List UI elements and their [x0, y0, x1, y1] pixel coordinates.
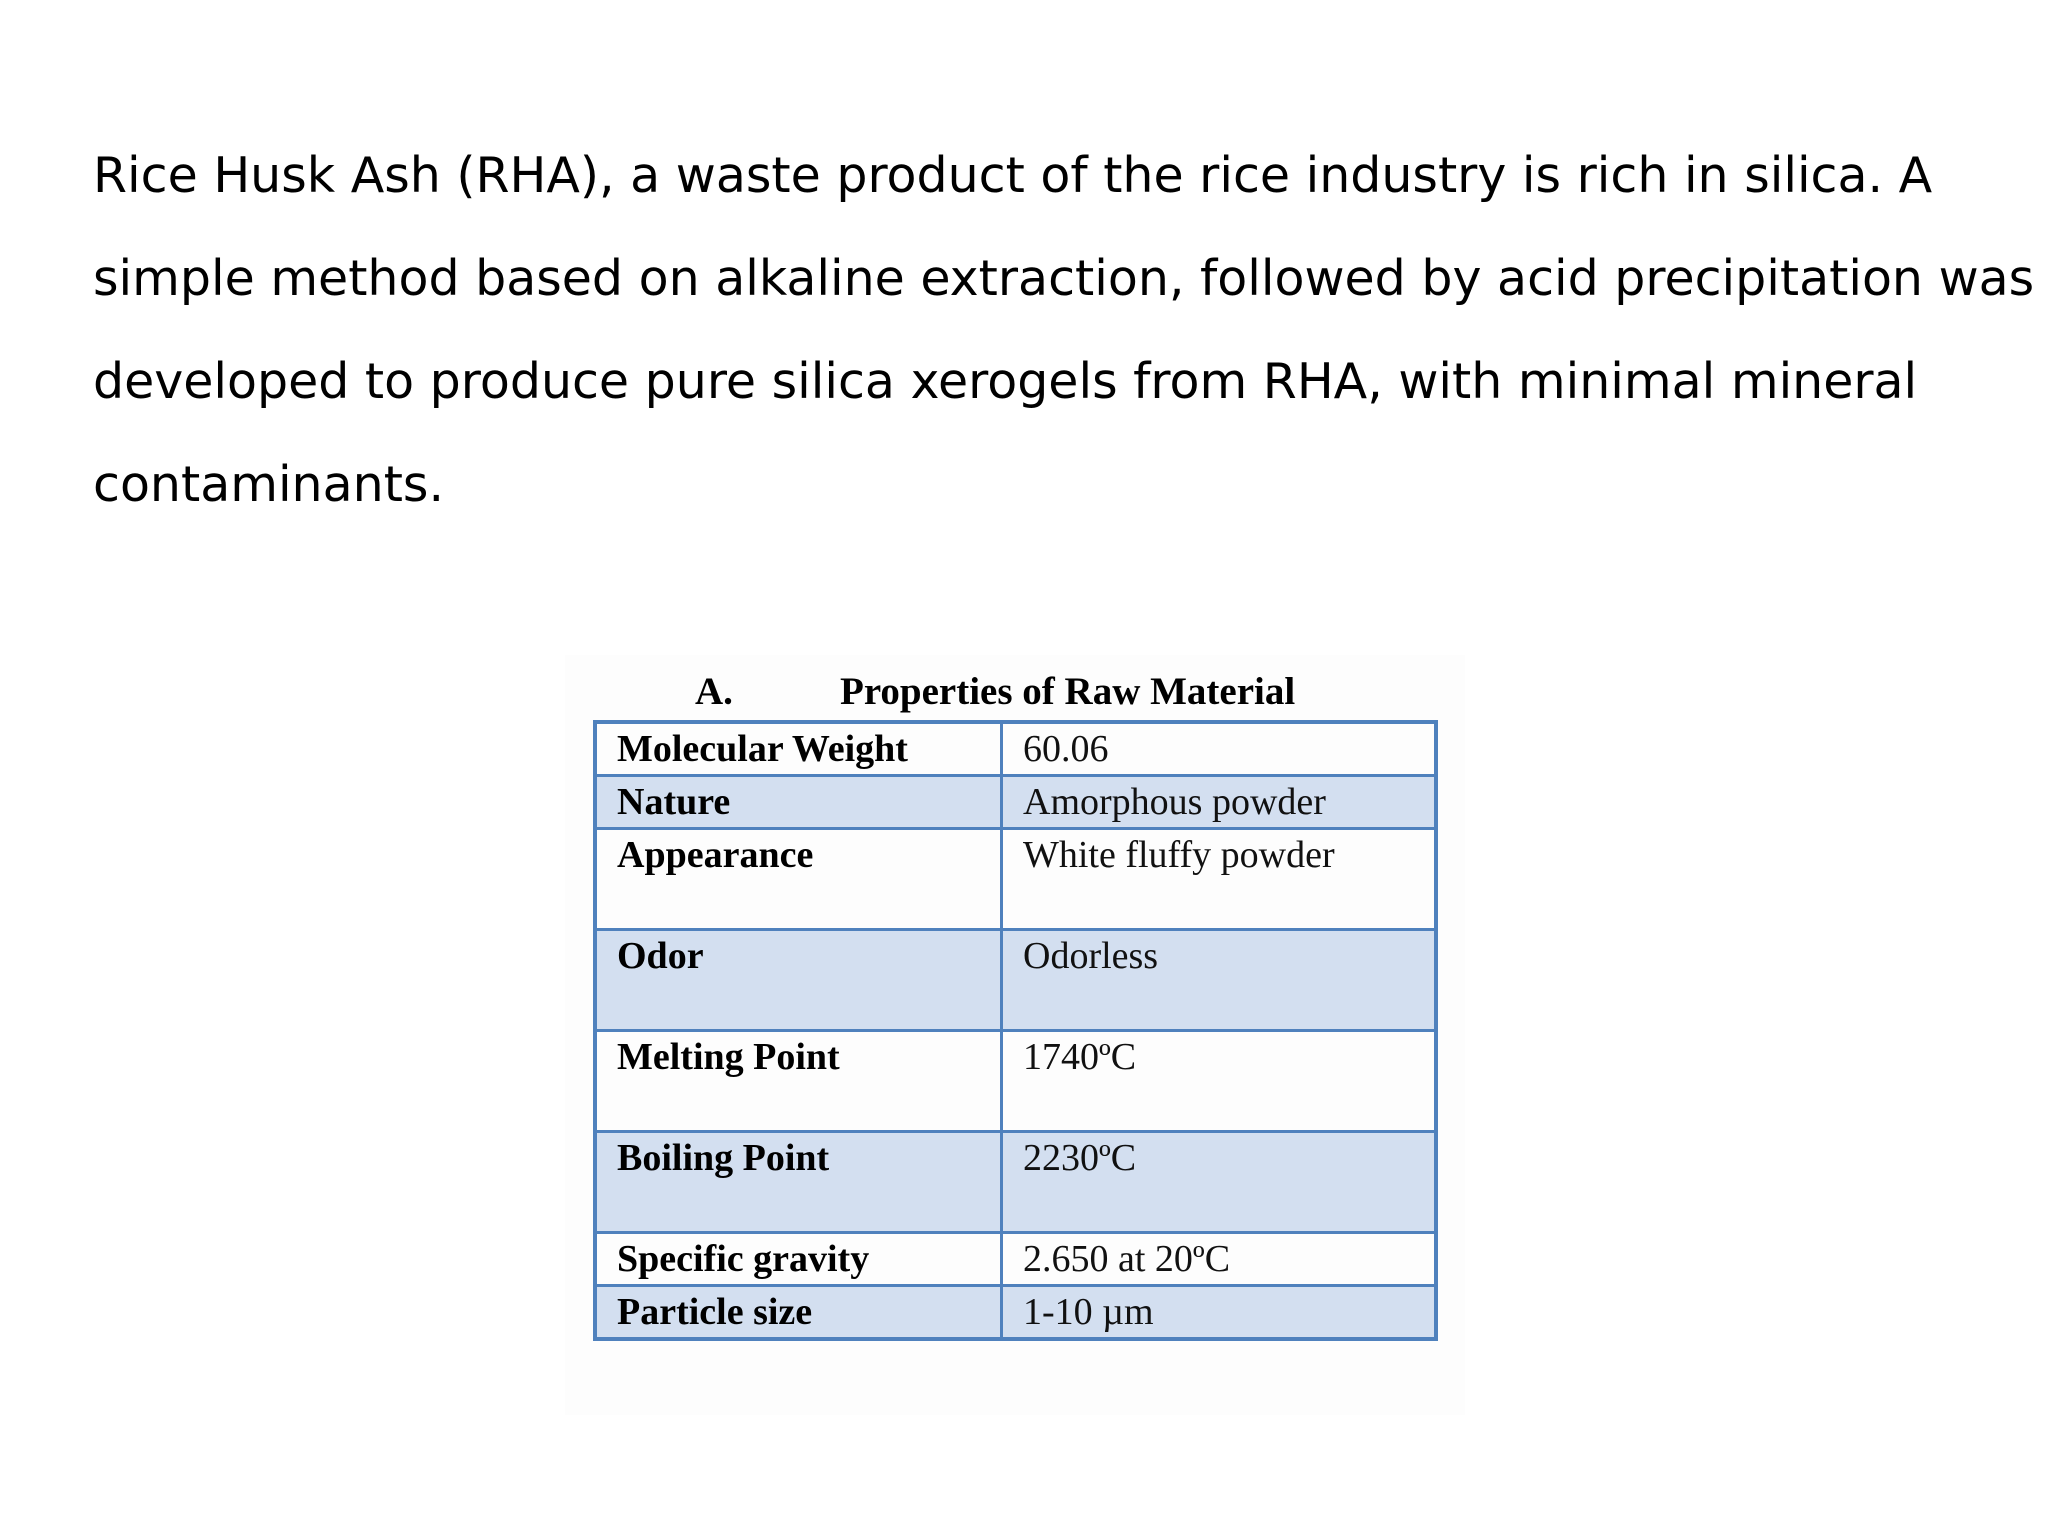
table-row — [595, 1031, 1436, 1132]
intro-paragraph — [93, 124, 2035, 536]
property-value: 2230ºC — [1002, 1132, 1437, 1233]
table-caption-title: Properties of Raw Material — [840, 670, 1296, 713]
table-row — [595, 722, 1436, 776]
property-name: Melting Point — [595, 1031, 1002, 1132]
table-row — [595, 930, 1436, 1031]
paragraph-line: contaminants. — [93, 456, 445, 513]
paragraph-line: simple method based on alkaline extraction, followed by acid precipitation was — [93, 250, 2035, 307]
property-value: 2.650 at 20ºC — [1002, 1233, 1437, 1286]
table-caption — [695, 669, 1295, 714]
table-row — [595, 1132, 1436, 1233]
property-value: White fluffy powder — [1002, 829, 1437, 930]
table-row — [595, 829, 1436, 930]
property-value: Amorphous powder — [1002, 776, 1437, 829]
property-name: Boiling Point — [595, 1132, 1002, 1233]
property-value: Odorless — [1002, 930, 1437, 1031]
property-name: Particle size — [595, 1286, 1002, 1340]
property-value: 1-10 µm — [1002, 1286, 1437, 1340]
paragraph-line: developed to produce pure silica xerogels from RHA, with minimal mineral — [93, 353, 1918, 410]
properties-table — [593, 720, 1438, 1341]
paragraph-line: Rice Husk Ash (RHA), a waste product of the rice industry is rich in silica. A — [93, 147, 1933, 204]
property-name: Molecular Weight — [595, 722, 1002, 776]
property-name: Appearance — [595, 829, 1002, 930]
property-name: Specific gravity — [595, 1233, 1002, 1286]
property-name: Nature — [595, 776, 1002, 829]
property-value: 1740ºC — [1002, 1031, 1437, 1132]
properties-table-figure — [565, 655, 1465, 1415]
table-row — [595, 1233, 1436, 1286]
property-value: 60.06 — [1002, 722, 1437, 776]
property-name: Odor — [595, 930, 1002, 1031]
table-row — [595, 776, 1436, 829]
table-row — [595, 1286, 1436, 1340]
table-caption-letter: A. — [695, 670, 733, 713]
